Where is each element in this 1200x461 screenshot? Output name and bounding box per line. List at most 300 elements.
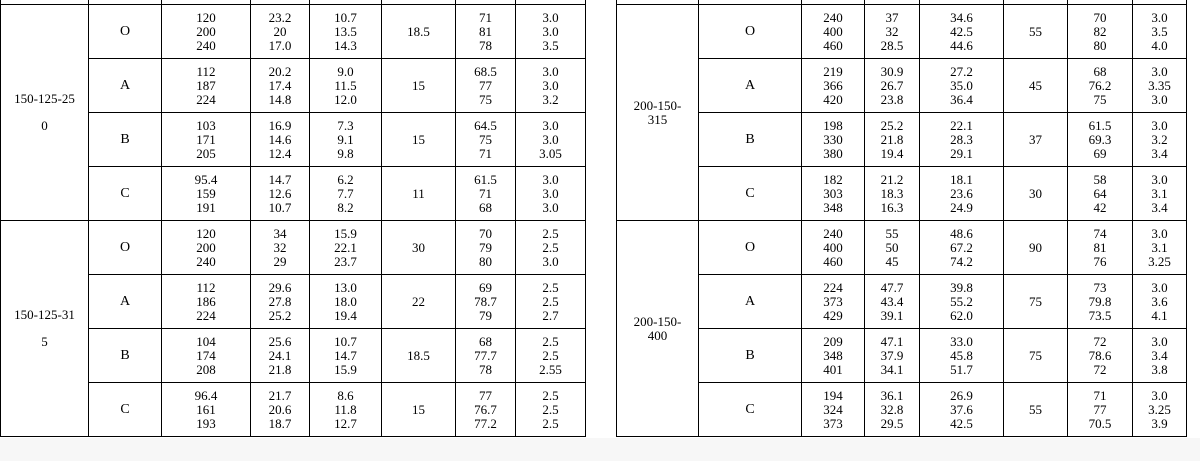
npsh-cell <box>516 275 586 329</box>
npsh-cell <box>516 113 586 167</box>
flow-value: 208 <box>196 361 216 377</box>
head-cell <box>865 221 920 275</box>
model-cell <box>1 5 89 221</box>
efficiency-value: 82 <box>1093 23 1107 39</box>
shaft-power-value: 9.0 <box>337 63 354 79</box>
flow-value: 400 <box>823 239 843 255</box>
head-cell <box>865 167 920 221</box>
shaft-power-value: 13.0 <box>334 279 357 295</box>
head-value: 32 <box>885 23 899 39</box>
flow-value: 120 <box>196 9 216 25</box>
flow-value: 209 <box>823 333 843 349</box>
head-value: 14.7 <box>268 171 292 187</box>
head-value: 43.4 <box>880 293 904 309</box>
efficiency-value: 61.5 <box>1088 117 1112 133</box>
shaft-power-value: 14.7 <box>334 347 357 363</box>
efficiency-value: 64.5 <box>474 117 497 133</box>
model-label-line: 200-150- <box>633 97 682 113</box>
shaft-power-value: 8.2 <box>337 199 354 215</box>
efficiency-value: 70 <box>1093 9 1107 25</box>
npsh-value: 3.0 <box>1151 91 1168 107</box>
efficiency-value: 68 <box>479 199 492 215</box>
impeller-cell: C <box>89 167 162 221</box>
flow-cell <box>802 275 865 329</box>
npsh-value: 4.0 <box>1151 37 1168 53</box>
flow-value: 159 <box>196 185 216 201</box>
shaft-power-value: 42.5 <box>950 23 973 39</box>
npsh-value: 3.2 <box>542 91 559 107</box>
shaft-power-value: 22.1 <box>950 117 973 133</box>
npsh-value: 3.0 <box>1151 117 1168 133</box>
shaft-power-value: 34.6 <box>950 9 973 25</box>
npsh-cell <box>516 221 586 275</box>
model-label-line: 0 <box>41 118 48 133</box>
flow-value: 373 <box>823 415 843 431</box>
model-label-line: 150-125-25 <box>14 91 75 106</box>
shaft-power-value: 18.1 <box>950 171 973 187</box>
head-value: 20.6 <box>268 401 292 417</box>
head-cell <box>251 221 310 275</box>
table-row <box>1 59 586 113</box>
shaft-power-value: 7.7 <box>337 185 354 201</box>
efficiency-value: 75 <box>479 131 492 147</box>
shaft-power-value: 12.7 <box>334 415 357 431</box>
shaft-power-value: 12.0 <box>334 91 357 107</box>
efficiency-value: 68.5 <box>474 63 497 79</box>
shaft-power-value: 11.5 <box>334 77 357 93</box>
npsh-value: 3.0 <box>1151 333 1168 349</box>
efficiency-cell <box>1068 167 1133 221</box>
npsh-value: 3.0 <box>542 77 559 93</box>
efficiency-value: 70 <box>479 225 492 241</box>
flow-cell <box>802 5 865 59</box>
head-value: 12.6 <box>268 185 292 201</box>
motor-power-cell: 11 <box>382 167 456 221</box>
flow-value: 240 <box>823 9 843 25</box>
npsh-value: 2.5 <box>542 279 559 295</box>
flow-value: 120 <box>196 225 216 241</box>
npsh-value: 3.0 <box>542 171 559 187</box>
table-row <box>617 113 1187 167</box>
shaft-power-value: 37.6 <box>950 401 973 417</box>
impeller-cell: B <box>89 113 162 167</box>
efficiency-value: 78.6 <box>1088 347 1112 363</box>
efficiency-value: 68 <box>479 333 492 349</box>
head-cell <box>251 113 310 167</box>
npsh-value: 3.35 <box>1148 77 1171 93</box>
head-cell <box>251 59 310 113</box>
flow-value: 193 <box>196 415 216 431</box>
shaft-power-value: 10.7 <box>334 9 357 25</box>
npsh-value: 2.5 <box>542 401 559 417</box>
flow-value: 187 <box>196 77 216 93</box>
flow-value: 174 <box>196 347 216 363</box>
npsh-value: 3.0 <box>542 253 559 269</box>
efficiency-cell <box>1068 383 1133 437</box>
head-value: 29 <box>273 253 287 269</box>
npsh-value: 3.0 <box>1151 387 1168 403</box>
efficiency-value: 79.8 <box>1088 293 1112 309</box>
shaft-power-value: 9.8 <box>337 145 354 161</box>
flow-value: 95.4 <box>194 171 218 187</box>
npsh-value: 3.0 <box>542 9 559 25</box>
shaft-power-value: 26.9 <box>950 387 973 403</box>
head-value: 37.9 <box>880 347 904 363</box>
npsh-value: 3.2 <box>1151 131 1168 147</box>
motor-power-cell: 37 <box>1004 113 1068 167</box>
npsh-value: 3.4 <box>1151 347 1168 363</box>
npsh-cell <box>516 167 586 221</box>
motor-power-cell: 15 <box>382 113 456 167</box>
flow-cell <box>802 383 865 437</box>
table-row <box>617 167 1187 221</box>
npsh-cell <box>1133 5 1187 59</box>
flow-value: 420 <box>823 91 843 107</box>
efficiency-value: 58 <box>1093 171 1107 187</box>
npsh-cell <box>516 59 586 113</box>
flow-value: 240 <box>196 253 216 269</box>
head-cell <box>251 167 310 221</box>
table-row <box>1 167 586 221</box>
head-cell <box>251 329 310 383</box>
shaft-power-value: 42.5 <box>950 415 973 431</box>
page-bottom-band <box>0 438 1200 461</box>
impeller-cell: C <box>699 383 802 437</box>
head-value: 36.1 <box>880 387 904 403</box>
motor-power-cell: 75 <box>1004 329 1068 383</box>
npsh-value: 3.0 <box>1151 171 1168 187</box>
head-value: 25.2 <box>268 307 292 323</box>
npsh-value: 3.6 <box>1151 293 1168 309</box>
impeller-cell: O <box>89 5 162 59</box>
flow-value: 104 <box>196 333 216 349</box>
npsh-value: 2.5 <box>542 293 559 309</box>
flow-value: 240 <box>823 225 843 241</box>
shaft-power-cell <box>310 167 382 221</box>
motor-power-cell: 30 <box>1004 167 1068 221</box>
npsh-value: 3.0 <box>542 63 559 79</box>
flow-value: 460 <box>823 253 843 269</box>
flow-value: 200 <box>196 239 216 255</box>
flow-value: 348 <box>823 347 843 363</box>
efficiency-cell <box>456 383 516 437</box>
efficiency-cell <box>456 59 516 113</box>
npsh-cell <box>1133 275 1187 329</box>
flow-value: 224 <box>196 307 216 323</box>
efficiency-value: 71 <box>479 145 492 161</box>
shaft-power-value: 23.6 <box>950 185 973 201</box>
shaft-power-value: 13.5 <box>334 23 357 39</box>
flow-value: 191 <box>196 199 216 215</box>
table-row <box>1 275 586 329</box>
shaft-power-value: 14.3 <box>334 37 357 53</box>
flow-value: 429 <box>823 307 843 323</box>
flow-value: 205 <box>196 145 216 161</box>
efficiency-value: 73.5 <box>1088 307 1112 323</box>
shaft-power-cell <box>310 275 382 329</box>
shaft-power-cell <box>310 59 382 113</box>
npsh-cell <box>1133 383 1187 437</box>
shaft-power-value: 15.9 <box>334 361 357 377</box>
head-value: 17.4 <box>268 77 292 93</box>
flow-value: 380 <box>823 145 843 161</box>
head-value: 29.6 <box>268 279 292 295</box>
efficiency-value: 76 <box>1093 253 1107 269</box>
npsh-value: 2.5 <box>542 225 559 241</box>
npsh-value: 2.5 <box>542 415 559 431</box>
head-value: 18.7 <box>268 415 292 431</box>
flow-value: 112 <box>196 279 216 295</box>
impeller-cell: A <box>89 59 162 113</box>
shaft-power-value: 18.0 <box>334 293 357 309</box>
shaft-power-value: 23.7 <box>334 253 357 269</box>
efficiency-value: 79 <box>479 307 492 323</box>
npsh-value: 2.7 <box>542 307 559 323</box>
npsh-value: 3.1 <box>1151 185 1168 201</box>
efficiency-value: 81 <box>479 23 492 39</box>
motor-power-cell: 18.5 <box>382 329 456 383</box>
impeller-cell: A <box>89 275 162 329</box>
table-row <box>617 59 1187 113</box>
model-label-line: 150-125-31 <box>14 307 75 322</box>
efficiency-value: 80 <box>479 253 492 269</box>
efficiency-value: 42 <box>1093 199 1107 215</box>
head-value: 16.9 <box>268 117 292 133</box>
npsh-value: 2.55 <box>539 361 562 377</box>
head-value: 26.7 <box>880 77 904 93</box>
head-cell <box>865 275 920 329</box>
flow-value: 103 <box>196 117 216 133</box>
table-row <box>617 383 1187 437</box>
shaft-power-cell <box>310 383 382 437</box>
shaft-power-value: 44.6 <box>950 37 973 53</box>
efficiency-value: 69.3 <box>1088 131 1112 147</box>
model-cell <box>1 221 89 437</box>
impeller-cell: B <box>699 113 802 167</box>
head-value: 39.1 <box>880 307 904 323</box>
efficiency-value: 77 <box>479 77 492 93</box>
flow-value: 224 <box>196 91 216 107</box>
shaft-power-value: 55.2 <box>950 293 973 309</box>
table-row <box>1 5 586 59</box>
efficiency-cell <box>1068 113 1133 167</box>
flow-cell <box>802 59 865 113</box>
flow-cell <box>802 113 865 167</box>
efficiency-value: 77.2 <box>474 415 497 431</box>
head-value: 25.6 <box>268 333 292 349</box>
shaft-power-cell <box>920 59 1004 113</box>
shaft-power-value: 67.2 <box>950 239 973 255</box>
npsh-cell <box>1133 221 1187 275</box>
npsh-value: 3.0 <box>1151 9 1168 25</box>
shaft-power-cell <box>920 275 1004 329</box>
impeller-cell: A <box>699 275 802 329</box>
efficiency-value: 77 <box>1093 401 1107 417</box>
shaft-power-value: 11.8 <box>334 401 357 417</box>
head-value: 32.8 <box>880 401 904 417</box>
npsh-value: 2.5 <box>542 239 559 255</box>
npsh-value: 3.0 <box>1151 63 1168 79</box>
shaft-power-value: 48.6 <box>950 225 973 241</box>
npsh-value: 3.0 <box>542 23 559 39</box>
npsh-value: 2.5 <box>542 333 559 349</box>
motor-power-cell: 30 <box>382 221 456 275</box>
efficiency-value: 77.7 <box>474 347 497 363</box>
model-label-line: 5 <box>41 334 48 349</box>
shaft-power-cell <box>920 383 1004 437</box>
motor-power-cell: 15 <box>382 383 456 437</box>
shaft-power-value: 35.0 <box>950 77 973 93</box>
npsh-value: 3.05 <box>539 145 562 161</box>
efficiency-cell <box>456 329 516 383</box>
flow-value: 303 <box>823 185 843 201</box>
npsh-value: 3.0 <box>542 117 559 133</box>
shaft-power-value: 51.7 <box>950 361 973 377</box>
flow-value: 161 <box>196 401 216 417</box>
head-value: 10.7 <box>268 199 292 215</box>
efficiency-value: 76.2 <box>1088 77 1112 93</box>
efficiency-value: 75 <box>479 91 492 107</box>
head-value: 21.7 <box>268 387 292 403</box>
efficiency-cell <box>1068 329 1133 383</box>
npsh-cell <box>1133 59 1187 113</box>
head-value: 25.2 <box>880 117 904 133</box>
head-value: 24.1 <box>268 347 292 363</box>
npsh-cell <box>516 329 586 383</box>
model-label-line: 400 <box>647 327 668 343</box>
head-value: 19.4 <box>880 145 904 161</box>
efficiency-cell <box>1068 221 1133 275</box>
efficiency-value: 74 <box>1093 225 1107 241</box>
efficiency-cell <box>456 5 516 59</box>
impeller-cell: A <box>699 59 802 113</box>
impeller-cell: B <box>699 329 802 383</box>
npsh-cell <box>516 5 586 59</box>
flow-cell <box>162 167 251 221</box>
npsh-value: 3.1 <box>1151 239 1168 255</box>
shaft-power-value: 19.4 <box>334 307 357 323</box>
flow-cell <box>162 383 251 437</box>
shaft-power-value: 45.8 <box>950 347 973 363</box>
efficiency-value: 77 <box>479 387 492 403</box>
impeller-cell: O <box>89 221 162 275</box>
shaft-power-cell <box>920 221 1004 275</box>
impeller-cell: C <box>89 383 162 437</box>
table-row <box>617 221 1187 275</box>
head-value: 34 <box>273 225 287 241</box>
efficiency-value: 71 <box>479 9 492 25</box>
shaft-power-value: 6.2 <box>337 171 354 187</box>
shaft-power-value: 62.0 <box>950 307 973 323</box>
impeller-cell: O <box>699 5 802 59</box>
npsh-value: 3.4 <box>1151 145 1168 161</box>
table-row <box>1 113 586 167</box>
shaft-power-value: 27.2 <box>950 63 973 79</box>
head-value: 47.7 <box>880 279 904 295</box>
efficiency-value: 78.7 <box>474 293 497 309</box>
efficiency-value: 71 <box>479 185 492 201</box>
head-value: 47.1 <box>880 333 904 349</box>
efficiency-value: 61.5 <box>474 171 497 187</box>
model-cell <box>617 5 699 221</box>
npsh-cell <box>1133 113 1187 167</box>
flow-cell <box>162 329 251 383</box>
flow-value: 400 <box>823 23 843 39</box>
efficiency-value: 76.7 <box>474 401 497 417</box>
head-value: 50 <box>885 239 899 255</box>
head-cell <box>865 329 920 383</box>
head-cell <box>251 383 310 437</box>
flow-value: 194 <box>823 387 843 403</box>
npsh-value: 3.0 <box>1151 225 1168 241</box>
head-value: 21.8 <box>268 361 292 377</box>
efficiency-value: 70.5 <box>1088 415 1112 431</box>
efficiency-value: 69 <box>1093 145 1107 161</box>
motor-power-cell: 22 <box>382 275 456 329</box>
efficiency-value: 71 <box>1093 387 1107 403</box>
table-row <box>1 329 586 383</box>
efficiency-cell <box>1068 275 1133 329</box>
shaft-power-value: 10.7 <box>334 333 357 349</box>
flow-value: 401 <box>823 361 843 377</box>
head-value: 12.4 <box>268 145 292 161</box>
flow-value: 219 <box>823 63 843 79</box>
npsh-value: 3.0 <box>542 185 559 201</box>
flow-value: 112 <box>196 63 216 79</box>
head-value: 14.6 <box>268 131 292 147</box>
flow-value: 348 <box>823 199 843 215</box>
flow-value: 171 <box>196 131 216 147</box>
shaft-power-cell <box>310 221 382 275</box>
head-value: 37 <box>885 9 899 25</box>
impeller-cell: O <box>699 221 802 275</box>
motor-power-cell: 55 <box>1004 383 1068 437</box>
head-cell <box>251 275 310 329</box>
head-value: 45 <box>885 253 899 269</box>
npsh-cell <box>1133 329 1187 383</box>
flow-cell <box>802 221 865 275</box>
npsh-value: 3.4 <box>1151 199 1168 215</box>
flow-cell <box>162 275 251 329</box>
flow-cell <box>162 5 251 59</box>
efficiency-value: 78 <box>479 37 492 53</box>
npsh-cell <box>516 383 586 437</box>
head-value: 27.8 <box>268 293 292 309</box>
npsh-value: 3.25 <box>1148 401 1171 417</box>
flow-cell <box>802 167 865 221</box>
head-value: 29.5 <box>880 415 904 431</box>
head-value: 21.8 <box>880 131 904 147</box>
shaft-power-value: 8.6 <box>337 387 354 403</box>
flow-value: 198 <box>823 117 843 133</box>
head-cell <box>865 59 920 113</box>
efficiency-cell <box>456 221 516 275</box>
flow-value: 373 <box>823 293 843 309</box>
table-row <box>617 275 1187 329</box>
model-label-line: 200-150- <box>633 313 682 329</box>
shaft-power-value: 22.1 <box>334 239 357 255</box>
flow-value: 460 <box>823 37 843 53</box>
efficiency-value: 73 <box>1093 279 1107 295</box>
shaft-power-value: 29.1 <box>950 145 973 161</box>
npsh-value: 2.5 <box>542 387 559 403</box>
model-label-line: 315 <box>647 111 668 127</box>
head-value: 20.2 <box>268 63 292 79</box>
shaft-power-cell <box>920 329 1004 383</box>
head-value: 21.2 <box>880 171 904 187</box>
shaft-power-cell <box>920 113 1004 167</box>
efficiency-cell <box>1068 5 1133 59</box>
